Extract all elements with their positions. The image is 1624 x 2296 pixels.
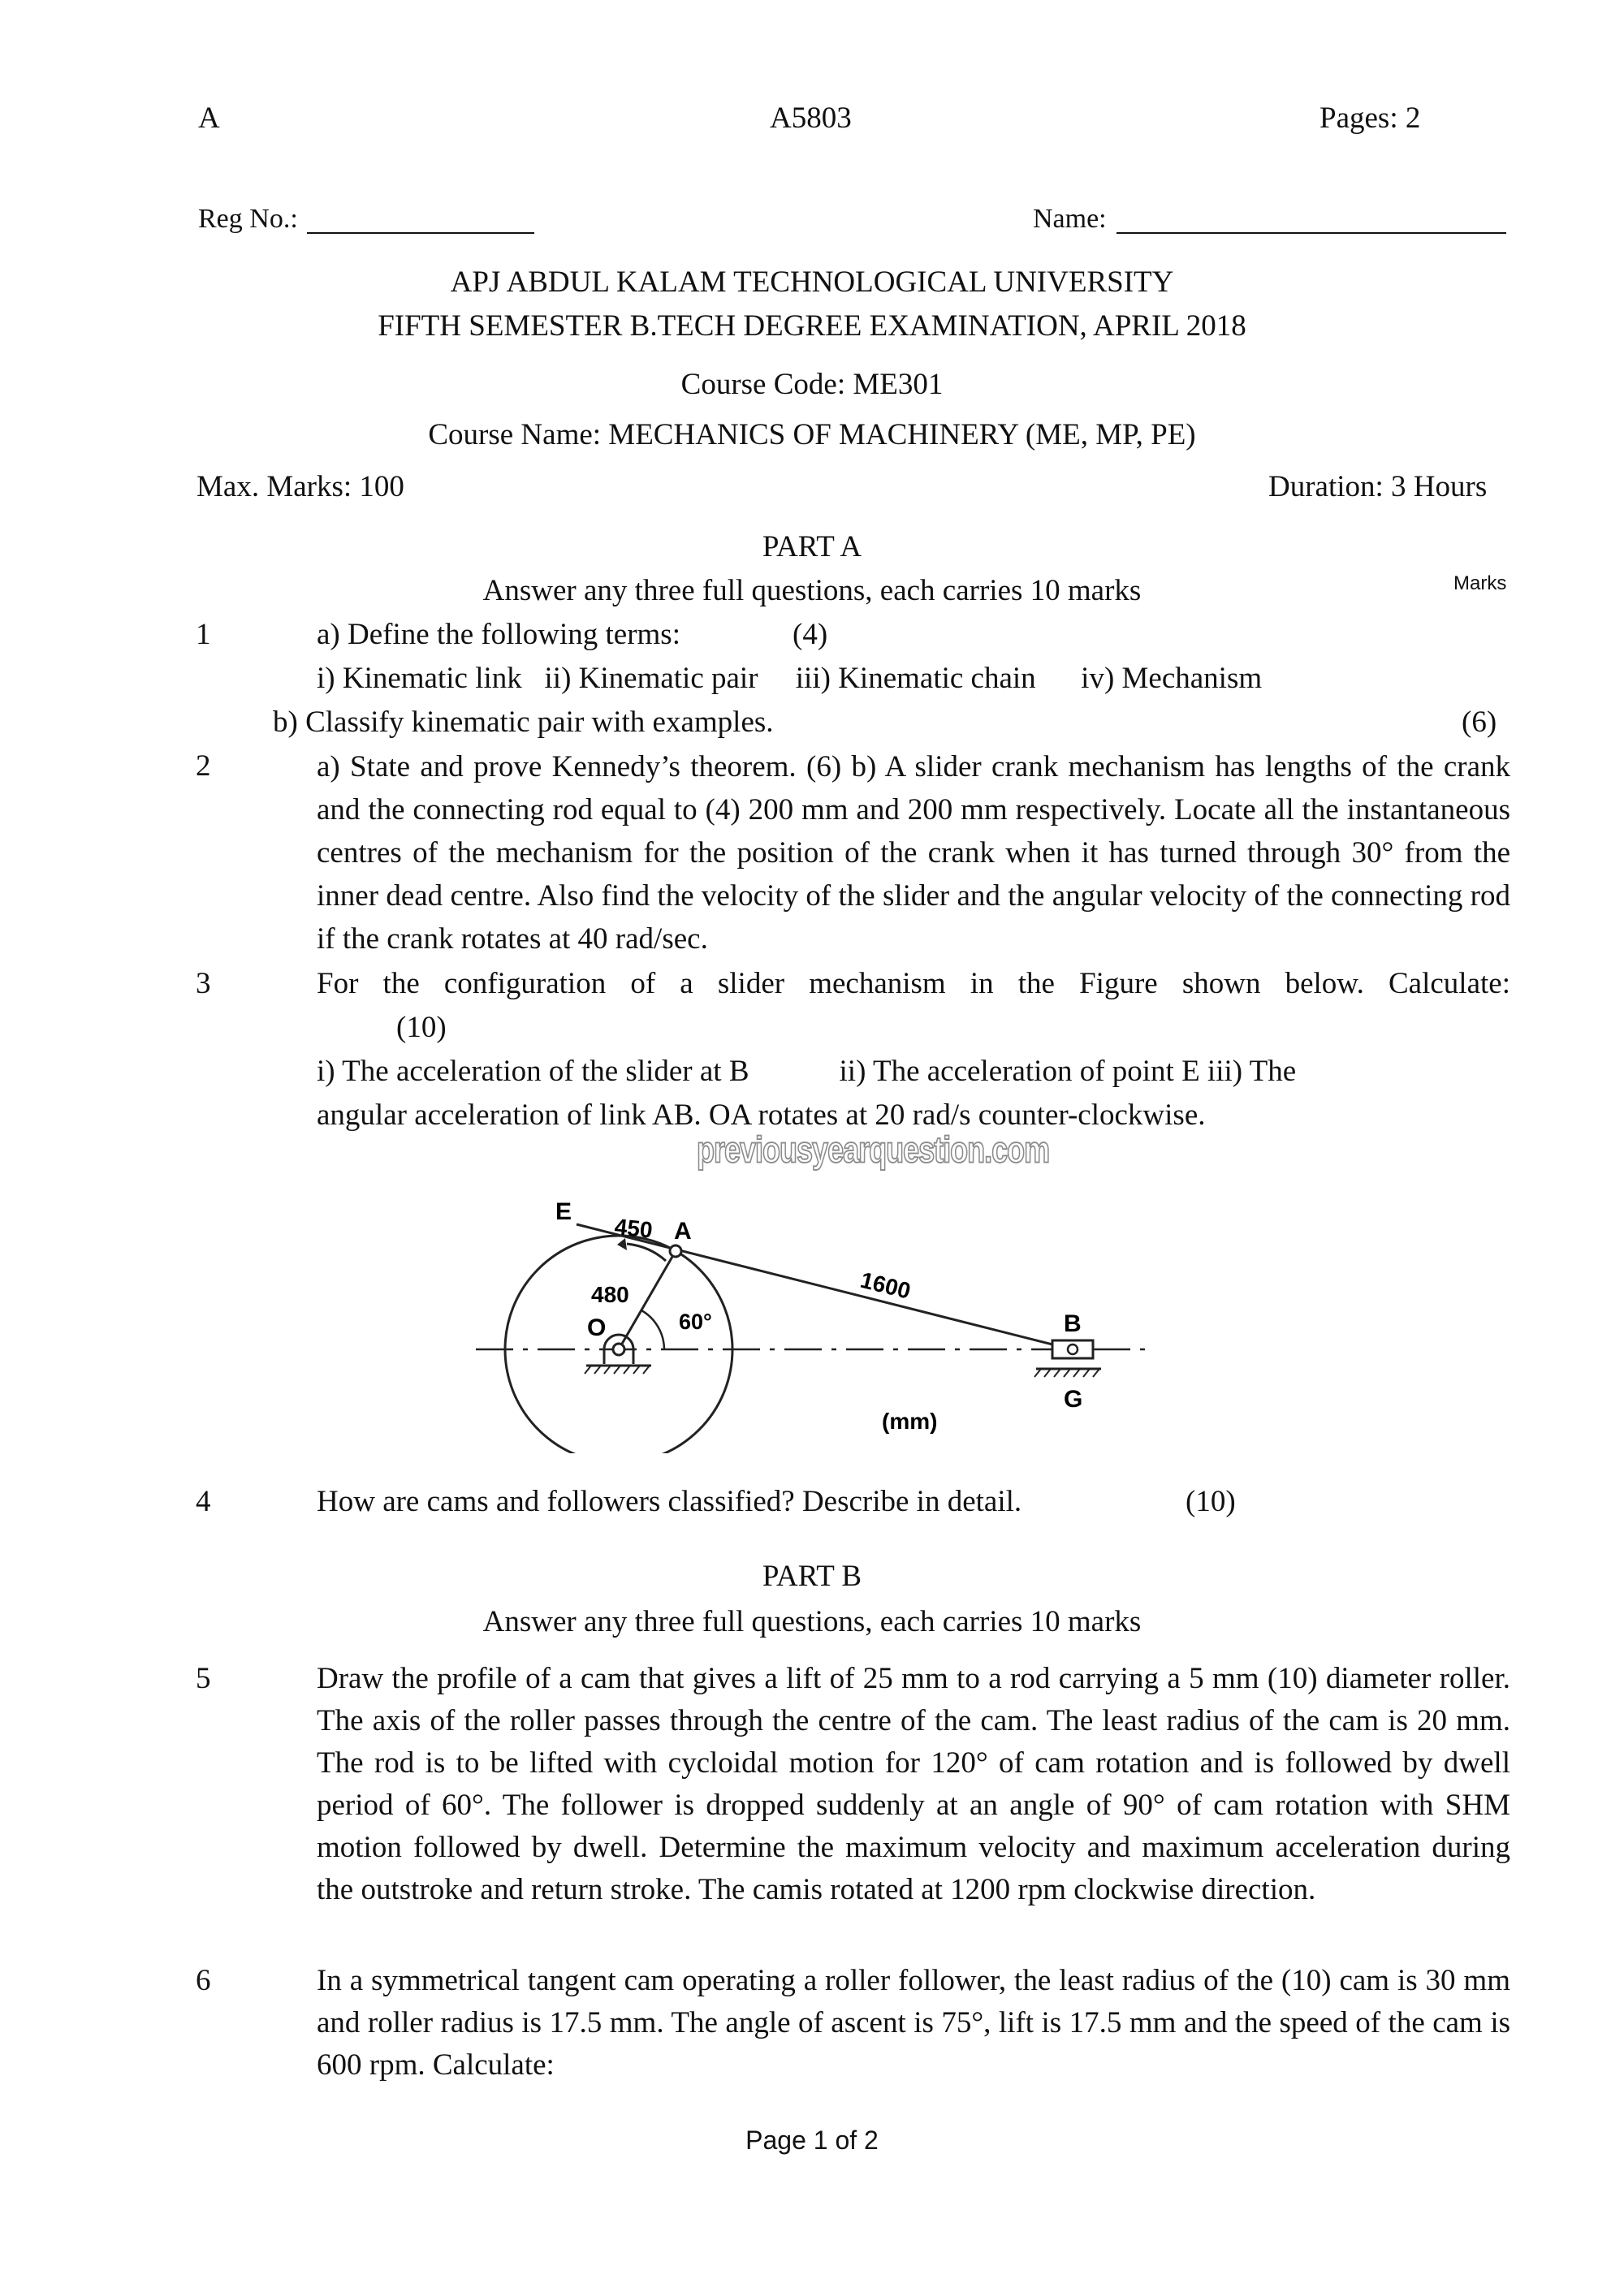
part-a-instruction: Answer any three full questions, each carries 10 marks <box>482 574 1142 607</box>
slider-pin-b <box>1068 1344 1078 1354</box>
q1-terms: i) Kinematic link ii) Kinematic pair iii) Kinematic chain iv) Mechanism <box>317 662 1263 695</box>
course-name: Course Name: MECHANICS OF MACHINERY (ME, MP, PE) <box>428 418 1196 451</box>
label-o: O <box>587 1314 607 1341</box>
marks-column-label: Marks <box>1453 572 1507 594</box>
page-footer: Page 1 of 2 <box>745 2126 879 2155</box>
q5-text: Draw the profile of a cam that gives a lift of 25 mm to a rod carrying a 5 mm (10) diameter roller. The axis of the roller passes through the centre of the cam. The least radius of the cam is 20 mm. The rod is to be lifted with cycloidal motion for 120° of cam rotation and is followed by dwell period of 60°. The follower is dropped suddenly at an angle of 90° of cam rotation with SHM motion followed by dwell. Determine the maximum velocity and maximum acceleration during the outstroke and return stroke. The camis rotated at 1200 rpm clockwise direction. <box>317 1662 1510 1906</box>
max-marks: Max. Marks: 100 <box>197 470 404 503</box>
exam-title: FIFTH SEMESTER B.TECH DEGREE EXAMINATION, APRIL 2018 <box>378 309 1246 343</box>
angle-arc <box>641 1310 664 1349</box>
q1b-marks: (6) <box>1462 706 1497 739</box>
q2-number: 2 <box>196 749 211 783</box>
pivot-o <box>613 1344 624 1355</box>
q3-marks: (10) <box>396 1011 447 1044</box>
q3-line1: i) The acceleration of the slider at B ii) The acceleration of point E iii) The <box>317 1055 1297 1088</box>
q3-line2: angular acceleration of link AB. OA rotates at 20 rad/s counter-clockwise. <box>317 1098 1206 1132</box>
joint-a <box>670 1245 681 1257</box>
dim-ab: 1600 <box>857 1267 914 1304</box>
connecting-rod-eab <box>577 1224 1072 1349</box>
label-b: B <box>1064 1310 1082 1337</box>
label-e: E <box>555 1198 572 1225</box>
dim-oa: 480 <box>591 1282 629 1307</box>
reg-no-label: Reg No.: <box>198 204 298 234</box>
label-g: G <box>1064 1386 1083 1413</box>
dim-ea: 450 <box>613 1214 654 1243</box>
paper-code: A5803 <box>770 101 852 135</box>
part-a-heading: PART A <box>762 530 862 563</box>
q5-number: 5 <box>196 1662 211 1695</box>
series-letter: A <box>198 101 220 135</box>
units-label: (mm) <box>882 1409 938 1434</box>
course-code: Course Code: ME301 <box>680 368 944 401</box>
q3-number: 3 <box>196 967 211 1000</box>
q1a-text: a) Define the following terms: <box>317 618 680 651</box>
label-a: A <box>674 1218 692 1245</box>
q4-marks: (10) <box>1186 1485 1236 1518</box>
reg-no-blank <box>307 232 534 234</box>
q1a-marks: (4) <box>793 618 828 651</box>
name-label: Name: <box>1033 204 1107 234</box>
watermark-text: previousyearquestion.com <box>697 1129 1050 1171</box>
slider-mechanism-figure <box>455 1177 1169 1453</box>
q2-text: a) State and prove Kennedy’s theorem. (6) b) A slider crank mechanism has lengths of the crank and the connecting rod equal to (4) 200 mm and 200 mm respectively. Locate all the instantaneous centres of the mechanism for the position of the crank when it has turned through 30° from the inner dead centre. Also find the velocity of the slider and the angular velocity of the connecting rod if the crank rotates at 40 rad/sec. <box>317 750 1510 956</box>
part-b-heading: PART B <box>762 1560 862 1593</box>
q4-number: 4 <box>196 1485 211 1518</box>
q4-text: How are cams and followers classified? Describe in detail. <box>317 1485 1022 1518</box>
q6-text: In a symmetrical tangent cam operating a roller follower, the least radius of the (10) cam is 30 mm and roller radius is 17.5 mm. The angle of ascent is 75°, lift is 17.5 mm and the speed of the cam is 600 rpm. Calculate: <box>317 1964 1510 2082</box>
angle-label: 60° <box>679 1310 712 1334</box>
q3-text: For the configuration of a slider mechanism in the Figure shown below. Calculate: <box>317 967 1510 1000</box>
q1b-text: b) Classify kinematic pair with examples. <box>273 706 774 739</box>
name-blank <box>1116 232 1506 234</box>
q6-number: 6 <box>196 1964 211 1997</box>
university-title: APJ ABDUL KALAM TECHNOLOGICAL UNIVERSITY <box>450 265 1174 299</box>
part-b-instruction: Answer any three full questions, each carries 10 marks <box>482 1605 1142 1638</box>
duration: Duration: 3 Hours <box>1268 470 1488 503</box>
page-count: Pages: 2 <box>1320 101 1421 135</box>
q1-number: 1 <box>196 618 211 651</box>
